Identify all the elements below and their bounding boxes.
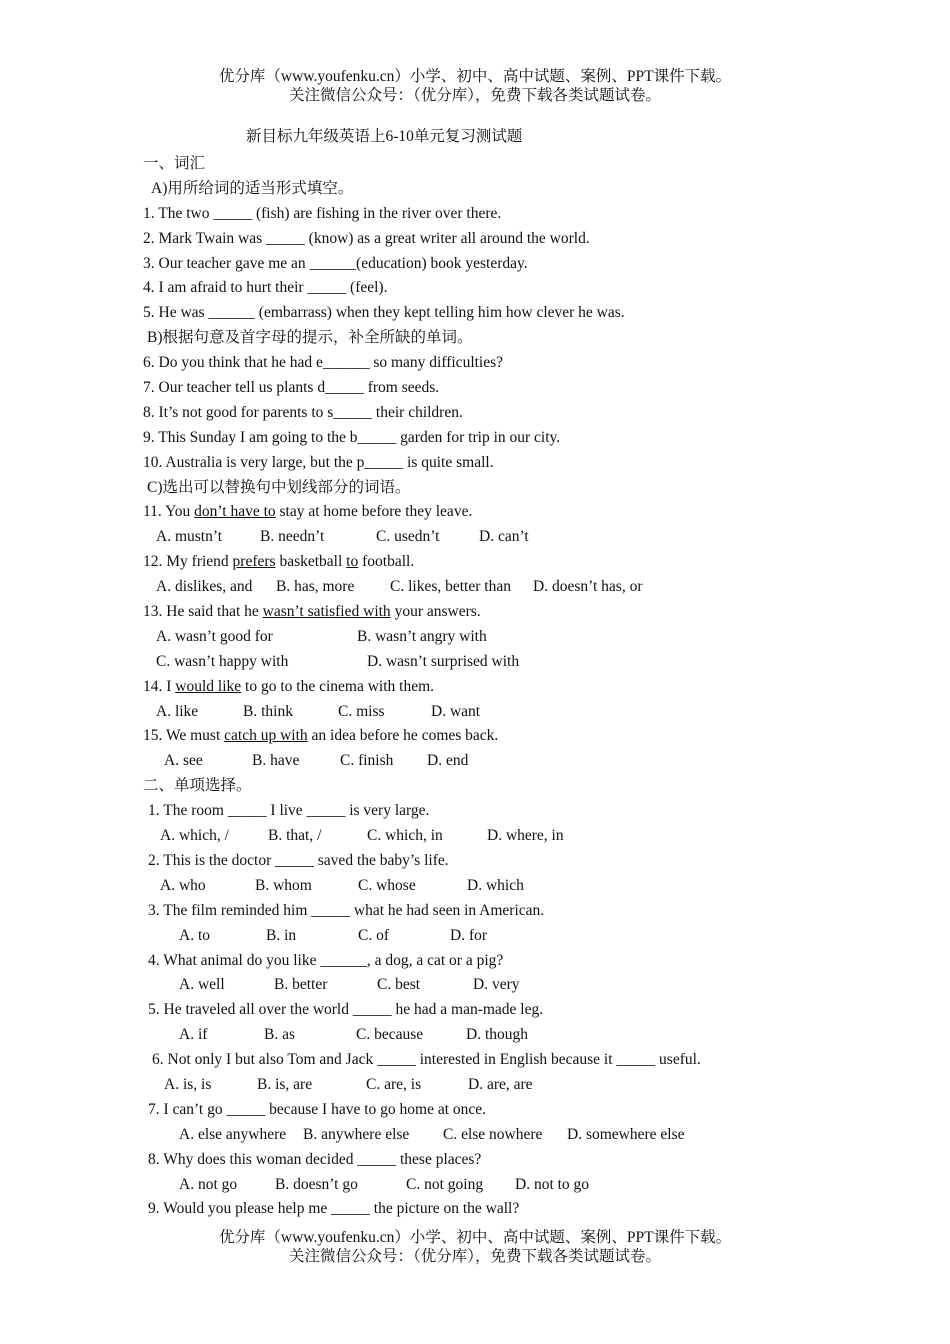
option-row bbox=[143, 1173, 923, 1198]
question: 8. It’s not good for parents to s_____ their children. bbox=[143, 403, 463, 421]
option: C. are, is bbox=[366, 1075, 422, 1093]
question: 9. This Sunday I am going to the b_____ garden for trip in our city. bbox=[143, 428, 561, 446]
page-footer bbox=[0, 1228, 950, 1266]
option: A. if bbox=[179, 1026, 208, 1044]
option: C. else nowhere bbox=[443, 1125, 543, 1143]
option-row bbox=[143, 973, 923, 998]
option: D. very bbox=[473, 976, 520, 994]
option: D. though bbox=[466, 1026, 528, 1044]
option: D. for bbox=[450, 926, 488, 944]
header-line-1: 优分库（www.youfenku.cn）小学、初中、高中试题、案例、PPT课件下载。 bbox=[218, 68, 732, 85]
part-a-instruction: A)用所给词的适当形式填空。 bbox=[151, 179, 354, 197]
question: 10. Australia is very large, but the p_____ is quite small. bbox=[143, 453, 494, 471]
option: C. not going bbox=[406, 1175, 484, 1193]
option: A. like bbox=[156, 702, 199, 720]
footer-line-1: 优分库（www.youfenku.cn）小学、初中、高中试题、案例、PPT课件下载。 bbox=[218, 1229, 732, 1246]
question: 3. Our teacher gave me an ______(education) book yesterday. bbox=[143, 254, 528, 272]
option: D. want bbox=[431, 702, 481, 720]
header-line-2: 关注微信公众号：（优分库），免费下载各类试题试卷。 bbox=[288, 87, 661, 104]
option-row bbox=[143, 924, 923, 949]
question: 5. He traveled all over the world _____ he had a man-made leg. bbox=[148, 1001, 544, 1019]
question: 15. We must catch up with an idea before he comes back. bbox=[143, 727, 499, 745]
option: B. have bbox=[252, 752, 300, 770]
option: B. has, more bbox=[276, 578, 355, 596]
option: C. miss bbox=[338, 702, 385, 720]
option-row bbox=[143, 1123, 923, 1148]
question: 6. Not only I but also Tom and Jack _____ interested in English because it _____ useful. bbox=[152, 1051, 701, 1069]
question: 11. You don’t have to stay at home before they leave. bbox=[143, 503, 473, 521]
question: 5. He was ______ (embarrass) when they kept telling him how clever he was. bbox=[143, 304, 625, 322]
option: C. of bbox=[358, 926, 389, 944]
option: B. anywhere else bbox=[303, 1125, 410, 1143]
option: C. which, in bbox=[367, 827, 443, 845]
option: B. doesn’t go bbox=[275, 1175, 358, 1193]
option: D. end bbox=[427, 752, 469, 770]
option: D. which bbox=[467, 876, 524, 894]
option: B. in bbox=[266, 926, 297, 944]
option-row bbox=[143, 1073, 923, 1098]
part-c-instruction: C)选出可以替换句中划线部分的词语。 bbox=[147, 478, 411, 496]
option: A. to bbox=[179, 926, 210, 944]
option-row bbox=[143, 625, 923, 650]
document-title: 新目标九年级英语上6-10单元复习测试题 bbox=[246, 128, 523, 145]
option: B. wasn’t angry with bbox=[357, 627, 487, 645]
option: C. finish bbox=[340, 752, 394, 770]
option: B. whom bbox=[255, 876, 312, 894]
option-row bbox=[143, 650, 923, 675]
question: 9. Would you please help me _____ the picture on the wall? bbox=[148, 1200, 520, 1218]
question: 1. The two _____ (fish) are fishing in the river over there. bbox=[143, 204, 502, 222]
option: C. likes, better than bbox=[390, 578, 511, 596]
option: A. else anywhere bbox=[179, 1125, 287, 1143]
option-row bbox=[143, 874, 923, 899]
option: B. as bbox=[264, 1026, 295, 1044]
question: 4. What animal do you like ______, a dog, a cat or a pig? bbox=[148, 951, 504, 969]
option: A. well bbox=[179, 976, 225, 994]
option-row bbox=[143, 525, 923, 550]
section-1-heading: 一、词汇 bbox=[143, 155, 206, 172]
option: B. is, are bbox=[257, 1075, 313, 1093]
footer-line-2: 关注微信公众号：（优分库），免费下载各类试题试卷。 bbox=[288, 1248, 661, 1265]
option: A. who bbox=[160, 876, 206, 894]
option-row bbox=[143, 575, 923, 600]
question: 2. Mark Twain was _____ (know) as a great writer all around the world. bbox=[143, 229, 590, 247]
option: A. not go bbox=[179, 1175, 238, 1193]
option-row bbox=[143, 824, 923, 849]
option: C. because bbox=[356, 1026, 424, 1044]
exam-content bbox=[143, 152, 923, 1222]
option: D. doesn’t has, or bbox=[533, 578, 643, 596]
option: D. where, in bbox=[487, 827, 564, 845]
option: A. wasn’t good for bbox=[156, 627, 273, 645]
option-row bbox=[143, 749, 923, 774]
option: D. are, are bbox=[468, 1075, 533, 1093]
option: B. think bbox=[243, 702, 293, 720]
option: B. needn’t bbox=[260, 528, 325, 546]
option: D. can’t bbox=[479, 528, 529, 546]
option: B. better bbox=[274, 976, 328, 994]
section-2-heading: 二、单项选择。 bbox=[143, 777, 252, 795]
question: 8. Why does this woman decided _____ these places? bbox=[148, 1150, 482, 1168]
option: A. dislikes, and bbox=[156, 578, 253, 596]
question: 3. The film reminded him _____ what he had seen in American. bbox=[148, 901, 545, 919]
question: 1. The room _____ I live _____ is very large. bbox=[148, 802, 430, 820]
option-row bbox=[143, 700, 923, 725]
option: A. mustn’t bbox=[156, 528, 223, 546]
option: D. wasn’t surprised with bbox=[367, 652, 520, 670]
option: D. somewhere else bbox=[567, 1125, 685, 1143]
option: A. is, is bbox=[164, 1075, 212, 1093]
option: A. which, / bbox=[160, 827, 229, 845]
option: C. usedn’t bbox=[376, 528, 440, 546]
question: 13. He said that he wasn’t satisfied with your answers. bbox=[143, 603, 481, 621]
option: C. best bbox=[377, 976, 421, 994]
question: 7. I can’t go _____ because I have to go home at once. bbox=[148, 1100, 487, 1118]
page-header bbox=[0, 67, 950, 105]
part-b-instruction: B)根据句意及首字母的提示，补全所缺的单词。 bbox=[147, 329, 473, 347]
option: C. wasn’t happy with bbox=[156, 652, 289, 670]
question: 14. I would like to go to the cinema with them. bbox=[143, 677, 435, 695]
question: 7. Our teacher tell us plants d_____ from seeds. bbox=[143, 379, 440, 397]
option: B. that, / bbox=[268, 827, 322, 845]
question: 4. I am afraid to hurt their _____ (feel). bbox=[143, 279, 388, 297]
option-row bbox=[143, 1023, 923, 1048]
option: A. see bbox=[164, 752, 203, 770]
question: 6. Do you think that he had e______ so many difficulties? bbox=[143, 354, 504, 372]
question: 12. My friend prefers basketball to football. bbox=[143, 553, 415, 571]
option: D. not to go bbox=[515, 1175, 590, 1193]
question: 2. This is the doctor _____ saved the baby’s life. bbox=[148, 851, 449, 869]
option: C. whose bbox=[358, 876, 416, 894]
